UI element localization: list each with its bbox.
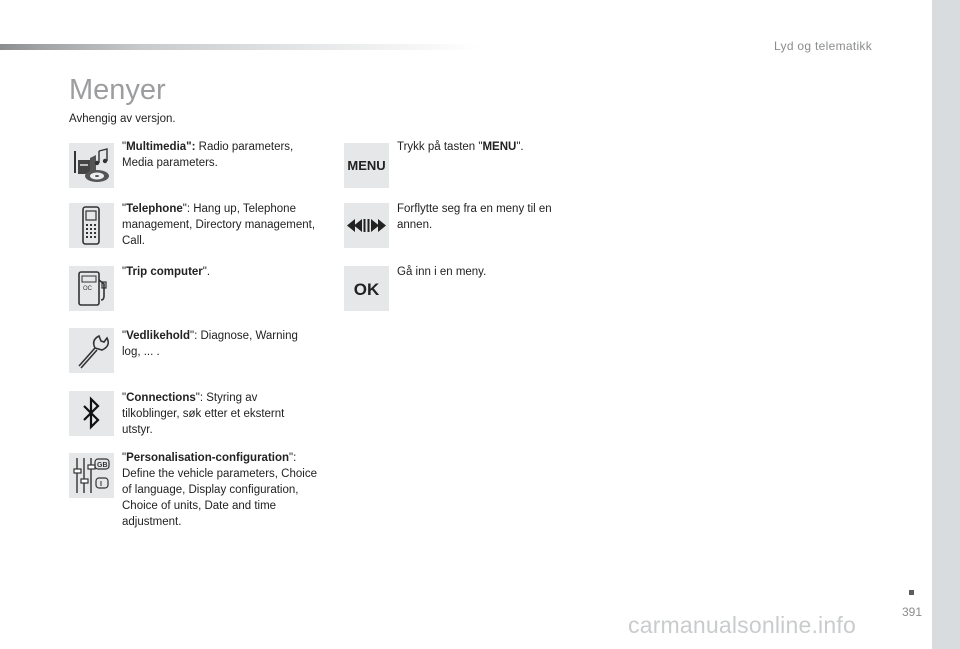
page-edge-band (932, 0, 960, 649)
section-label: Lyd og telematikk (774, 39, 873, 53)
multimedia-icon (69, 143, 114, 188)
navigate-arrows-icon (344, 203, 389, 248)
telephone-icon (69, 203, 114, 248)
ok-key-text: Gå inn i en meny. (397, 266, 487, 278)
watermark: carmanualsonline.info (628, 612, 856, 638)
menu-personalisation-text: "Personalisation-configuration": Define the vehicle parameters, Choice of language, Display configuration, Choice of units, Date and time adjustment. (122, 452, 317, 528)
bluetooth-icon (69, 391, 114, 436)
arrows-text: Forflytte seg fra en meny til en annen. (397, 203, 552, 231)
menu-telephone-text: "Telephone": Hang up, Telephone management, Directory management, Call. (122, 203, 316, 247)
page-number: 391 (902, 605, 923, 619)
settings-sliders-icon (69, 453, 114, 498)
ok-key-icon (344, 266, 389, 311)
menu-key-text: Trykk på tasten "MENU". (397, 141, 524, 153)
page-title: Menyer (69, 74, 166, 106)
ok-key-label: OK (353, 280, 380, 299)
trip-icon-label: OC (83, 286, 92, 292)
menu-key-label: MENU (347, 158, 386, 173)
menu-maintenance-text: "Vedlikehold": Diagnose, Warning log, ... . (122, 330, 298, 358)
menu-key-icon (344, 143, 389, 188)
page-marker (909, 590, 914, 595)
header-rule (0, 44, 480, 50)
menu-multimedia-text: "Multimedia": Radio parameters, Media parameters. (122, 141, 294, 169)
menu-connections-text: "Connections": Styring av tilkoblinger, søk etter et eksternt utstyr. (122, 392, 285, 436)
trip-computer-icon (69, 266, 114, 311)
menu-trip-computer-text: "Trip computer". (122, 266, 211, 278)
page-subtitle: Avhengig av versjon. (69, 113, 176, 125)
gb-flag-label: GB (97, 462, 108, 469)
wrench-icon (69, 328, 114, 373)
italy-flag-label: I (100, 481, 102, 488)
